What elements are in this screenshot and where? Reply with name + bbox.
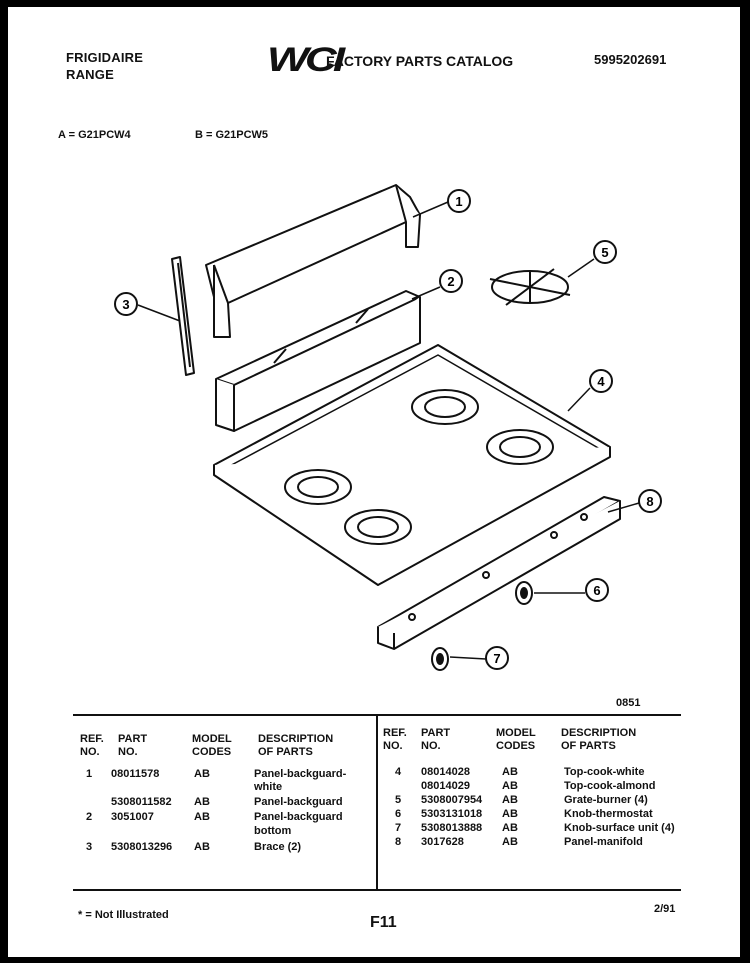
header-part-left: PART NO. — [118, 733, 148, 758]
knob-thermostat-part — [516, 582, 532, 604]
knob-surface-unit-part — [432, 648, 448, 670]
model-cell: AB — [502, 822, 518, 834]
exploded-parts-diagram — [8, 7, 740, 707]
ref-cell: 8 — [395, 836, 402, 848]
part-cell: 5308011582 — [111, 796, 172, 808]
header-part-right: PART NO. — [421, 727, 451, 752]
desc-cell-line2: bottom — [254, 825, 292, 837]
catalog-number: 5995202691 — [594, 52, 667, 67]
header-model-right: MODEL CODES — [496, 727, 536, 752]
part-cell: 5303131018 — [421, 808, 483, 820]
ref-cell: 7 — [395, 822, 402, 834]
callout-8 — [639, 490, 661, 512]
model-b: B = G21PCW5 — [195, 129, 269, 141]
backguard-panel-part — [206, 185, 420, 337]
model-cell: AB — [502, 836, 518, 848]
ref-cell: 6 — [395, 808, 402, 820]
model-cell: AB — [194, 768, 210, 780]
callout-1 — [448, 190, 470, 212]
header-ref-left: REF. NO. — [80, 733, 104, 758]
callout-6 — [586, 579, 608, 601]
model-cell: AB — [502, 766, 518, 778]
part-cell: 5308013888 — [421, 822, 483, 834]
wci-logo: WCI — [267, 41, 342, 79]
ref-cell: 2 — [86, 811, 93, 823]
svg-text:4: 4 — [597, 374, 605, 389]
desc-cell-line2: white — [254, 781, 283, 793]
desc-cell: Top-cook-almond — [564, 780, 656, 792]
ref-cell: 1 — [86, 768, 93, 780]
burner-grate-part — [490, 269, 570, 305]
brand-name: FRIGIDAIRE — [66, 50, 144, 65]
brace-part — [172, 257, 194, 375]
footnote: * = Not Illustrated — [78, 909, 169, 921]
model-cell: AB — [194, 841, 210, 853]
svg-text:8: 8 — [646, 494, 654, 509]
catalog-title: FACTORY PARTS CATALOG — [326, 53, 514, 69]
table-bottom-rule — [73, 889, 681, 891]
header-desc-left: DESCRIPTION OF PARTS — [258, 733, 334, 758]
part-cell: 5308013296 — [111, 841, 173, 853]
product-name: RANGE — [66, 67, 114, 82]
part-cell: 08014029 — [421, 780, 470, 792]
svg-text:2: 2 — [447, 274, 455, 289]
part-cell: 5308007954 — [421, 794, 483, 806]
callout-7 — [486, 647, 508, 669]
ref-cell: 3 — [86, 841, 93, 853]
revision-date: 2/91 — [654, 903, 676, 915]
svg-text:6: 6 — [593, 583, 601, 598]
desc-cell: Panel-backguard — [254, 811, 343, 823]
model-a: A = G21PCW4 — [58, 129, 131, 141]
ref-cell: 4 — [395, 766, 402, 778]
desc-cell: Top-cook-white — [564, 766, 645, 778]
page-number: F11 — [370, 914, 397, 931]
desc-cell: Brace (2) — [254, 841, 302, 853]
model-cell: AB — [502, 780, 518, 792]
model-cell: AB — [194, 811, 210, 823]
part-cell: 3017628 — [421, 836, 464, 848]
svg-text:7: 7 — [493, 651, 501, 666]
header-ref-right: REF. NO. — [383, 727, 407, 752]
table-divider — [376, 716, 378, 889]
callout-4 — [590, 370, 612, 392]
header-desc-right: DESCRIPTION OF PARTS — [561, 727, 637, 752]
callout-3 — [115, 293, 137, 315]
part-cell: 3051007 — [111, 811, 154, 823]
ref-cell: 5 — [395, 794, 402, 806]
desc-cell: Grate-burner (4) — [564, 794, 648, 806]
part-cell: 08011578 — [111, 768, 160, 780]
desc-cell: Panel-backguard- — [254, 768, 347, 780]
model-cell: AB — [502, 794, 518, 806]
model-cell: AB — [502, 808, 518, 820]
callout-2 — [440, 270, 462, 292]
header-model-left: MODEL CODES — [192, 733, 232, 758]
model-cell: AB — [194, 796, 210, 808]
desc-cell: Knob-surface unit (4) — [564, 822, 675, 834]
part-cell: 08014028 — [421, 766, 470, 778]
svg-text:3: 3 — [122, 297, 130, 312]
svg-text:5: 5 — [601, 245, 609, 260]
svg-text:1: 1 — [455, 194, 463, 209]
drawing-number: 0851 — [616, 697, 641, 709]
desc-cell: Knob-thermostat — [564, 808, 653, 820]
parts-catalog-page — [8, 7, 740, 957]
desc-cell: Panel-manifold — [564, 836, 643, 848]
desc-cell: Panel-backguard — [254, 796, 343, 808]
callout-5 — [594, 241, 616, 263]
